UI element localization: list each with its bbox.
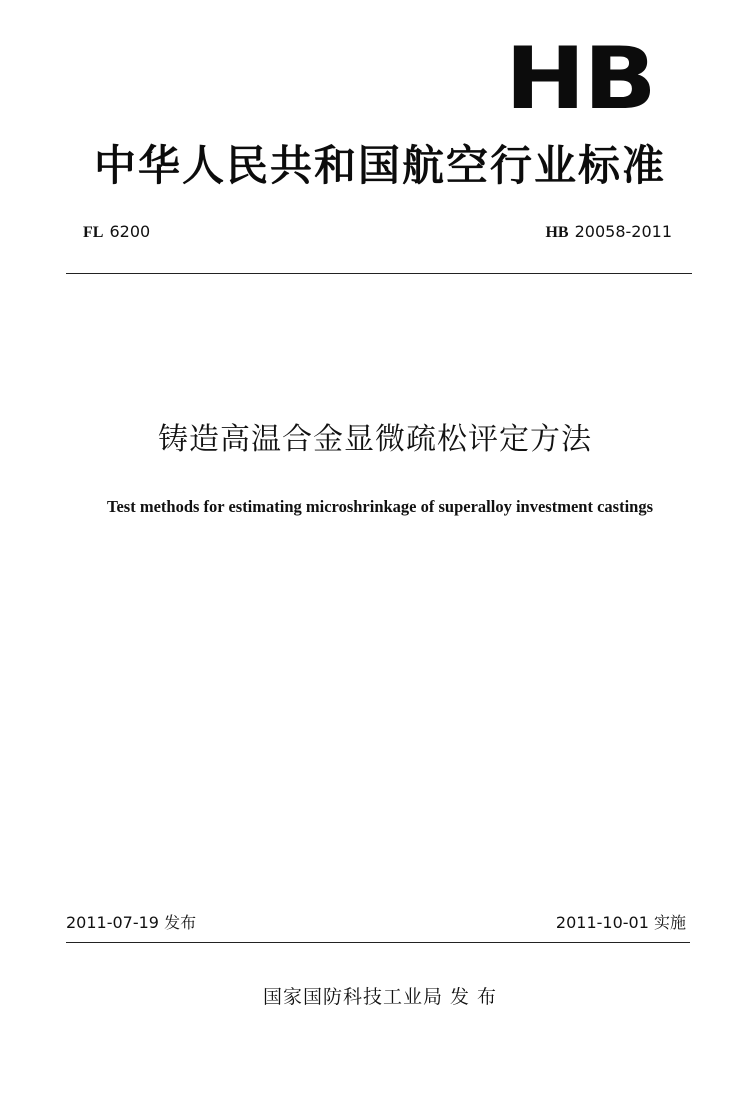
footer-divider bbox=[66, 942, 690, 943]
document-title-english: Test methods for estimating microshrinkage of superalloy investment castings bbox=[106, 497, 653, 516]
standard-number bbox=[545, 222, 672, 242]
standard-category-title: 中华人民共和国航空行业标准 bbox=[93, 141, 666, 190]
publisher: 国家国防科技工业局 发 布 bbox=[262, 986, 498, 1008]
standard-label: HB bbox=[545, 224, 569, 241]
document-title-chinese: 铸造高温合金显微疏松评定方法 bbox=[158, 422, 592, 457]
header-divider bbox=[66, 273, 692, 274]
classification-number: 6200 bbox=[109, 222, 151, 241]
classification-label: FL bbox=[83, 224, 104, 241]
implement-date: 2011-10-01 实施 bbox=[555, 913, 686, 932]
issue-date: 2011-07-19 发布 bbox=[66, 913, 197, 932]
hb-logo: HB bbox=[505, 29, 655, 129]
standard-number-value: 20058-2011 bbox=[574, 222, 672, 241]
classification-code bbox=[83, 222, 150, 242]
